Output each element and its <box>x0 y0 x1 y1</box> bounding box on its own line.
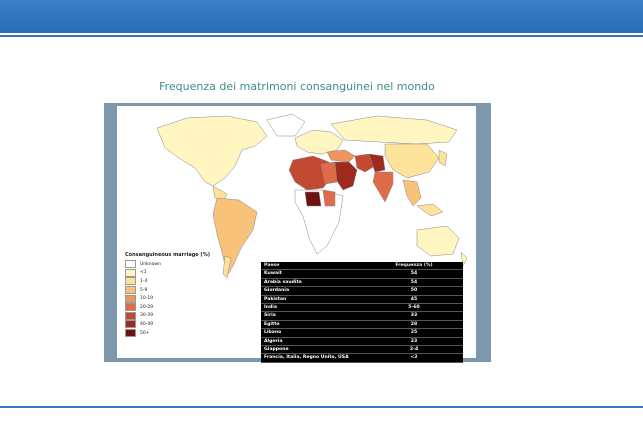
legend-label: 5-9 <box>140 287 148 293</box>
legend-item <box>125 303 255 312</box>
legend-item <box>125 329 255 338</box>
table-cell-frequency: 2-4 <box>409 346 419 352</box>
table-row <box>261 312 463 320</box>
table-row <box>261 346 463 354</box>
legend-title: Consanguineous marriage (%) <box>125 252 210 258</box>
table-header-frequency: Frequenza (%) <box>395 263 433 268</box>
table-row <box>261 270 463 278</box>
table-cell-country: Giordania <box>264 288 290 294</box>
legend-label: 40-49 <box>140 321 154 327</box>
map-legend <box>125 252 255 337</box>
legend-swatch <box>125 269 136 277</box>
header-divider <box>0 35 643 37</box>
legend-swatch <box>125 320 136 328</box>
legend-label: 30-39 <box>140 313 154 319</box>
table-cell-frequency: 28 <box>410 321 418 327</box>
table-header-row <box>261 262 463 270</box>
frequency-table <box>261 262 463 363</box>
legend-item <box>125 320 255 329</box>
legend-swatch <box>125 295 136 303</box>
legend-label: 1-4 <box>140 278 148 284</box>
table-cell-frequency: 50 <box>410 288 418 294</box>
legend-label: 10-19 <box>140 296 154 302</box>
table-cell-frequency: <2 <box>410 355 418 361</box>
table-cell-frequency: 45 <box>410 296 418 302</box>
table-row <box>261 354 463 362</box>
legend-swatch <box>125 329 136 337</box>
table-row <box>261 304 463 312</box>
table-cell-country: India <box>264 304 277 310</box>
table-row <box>261 329 463 337</box>
legend-swatch <box>125 312 136 320</box>
legend-swatch <box>125 286 136 294</box>
table-cell-country: Kuwait <box>264 271 282 277</box>
table-row <box>261 321 463 329</box>
table-cell-country: Libano <box>264 330 282 336</box>
table-cell-country: Algeria <box>264 338 283 344</box>
table-row <box>261 287 463 295</box>
table-cell-country: Egitto <box>264 321 280 327</box>
table-cell-country: Francia, Italia, Regno Unito, USA <box>264 355 349 361</box>
world-map <box>117 106 476 361</box>
table-row <box>261 338 463 346</box>
table-cell-country: Pakistan <box>264 296 287 302</box>
legend-item <box>125 312 255 321</box>
table-header-country: Paese <box>264 263 280 268</box>
table-cell-frequency: 54 <box>410 271 418 277</box>
table-row <box>261 279 463 287</box>
header-bar <box>0 0 643 33</box>
legend-label: 20-29 <box>140 304 154 310</box>
table-cell-country: Siria <box>264 313 276 319</box>
legend-item <box>125 277 255 286</box>
table-cell-country: Arabia saudita <box>264 279 302 285</box>
legend-swatch <box>125 260 136 268</box>
legend-item <box>125 286 255 295</box>
table-row <box>261 296 463 304</box>
legend-swatch <box>125 303 136 311</box>
footer-divider <box>0 406 643 408</box>
table-cell-frequency: 25 <box>410 330 418 336</box>
legend-label: Unknown <box>140 261 161 267</box>
legend-label: <1 <box>140 270 147 276</box>
legend-label: 50+ <box>140 330 150 336</box>
table-cell-frequency: 54 <box>410 279 418 285</box>
legend-item <box>125 269 255 278</box>
slide-title: Frequenza dei matrimoni consanguinei nel mondo <box>159 80 435 93</box>
table-cell-country: Giappone <box>264 346 289 352</box>
table-cell-frequency: 33 <box>410 313 418 319</box>
legend-swatch <box>125 277 136 285</box>
table-cell-frequency: 5-60 <box>408 304 420 310</box>
legend-item <box>125 260 255 269</box>
table-cell-frequency: 23 <box>410 338 418 344</box>
legend-item <box>125 294 255 303</box>
